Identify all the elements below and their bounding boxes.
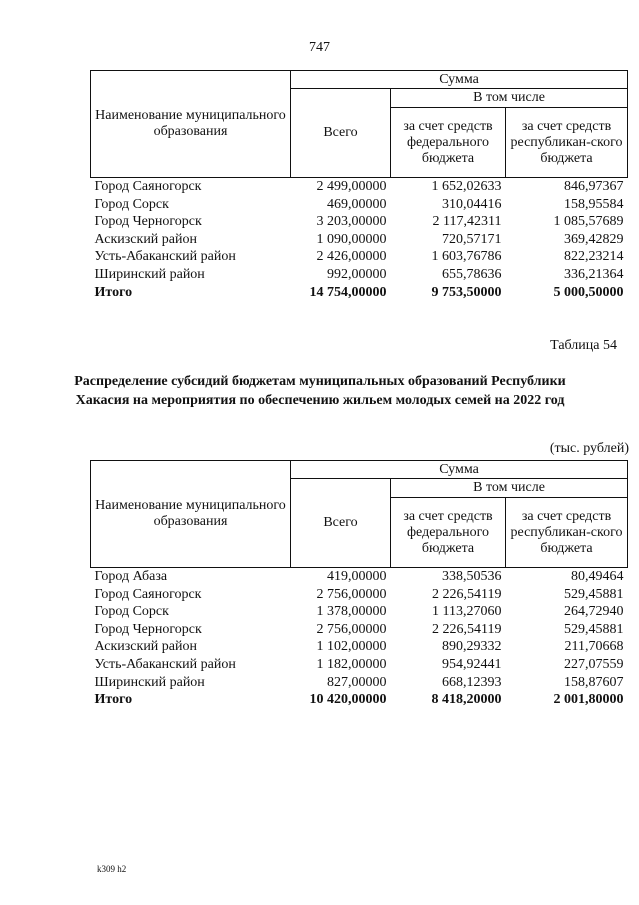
cell-name: Город Абаза [94, 569, 168, 584]
subsidy-table-1 [90, 70, 628, 301]
cell-total: 2 756,00000 [316, 586, 387, 602]
cell-republic: 80,49464 [571, 569, 624, 584]
page-number: 747 [309, 40, 330, 55]
header-sum: Сумма [291, 461, 628, 479]
cell-republic: 822,23214 [564, 249, 624, 265]
cell-total: 2 426,00000 [316, 249, 387, 265]
cell-name: Город Саяногорск [94, 586, 202, 602]
cell-federal: 954,92441 [442, 656, 502, 672]
subsidy-table-2 [90, 460, 628, 709]
cell-name: Ширинский район [94, 674, 205, 690]
cell-total: 469,00000 [327, 196, 387, 212]
table-row [91, 231, 628, 249]
cell-total: 14 754,00000 [309, 284, 387, 300]
cell-federal: 8 418,20000 [431, 692, 502, 708]
cell-republic: 227,07559 [564, 656, 624, 672]
cell-total: 827,00000 [327, 674, 387, 690]
cell-republic: 846,97367 [564, 179, 624, 194]
cell-name: Город Саяногорск [94, 179, 202, 194]
cell-total: 1 102,00000 [316, 639, 387, 655]
header-republic: за счет средств республикан-ского бюджета [506, 498, 628, 568]
table-row [91, 621, 628, 639]
cell-republic: 211,70668 [564, 639, 624, 655]
cell-name: Итого [94, 284, 133, 300]
cell-total: 419,00000 [327, 569, 387, 584]
table-row [91, 603, 628, 621]
header-including: В том числе [391, 479, 628, 498]
cell-total: 1 182,00000 [316, 656, 387, 672]
document-title: Распределение субсидий бюджетам муниципальных образований Республики Хакасия на мероприятия по обеспечению жильем молодых семей на 2022 год [74, 374, 566, 408]
table-row [91, 674, 628, 692]
cell-name: Аскизский район [94, 231, 197, 247]
footer-code: k309 h2 [97, 864, 127, 874]
cell-republic: 369,42829 [564, 231, 624, 247]
cell-federal: 1 652,02633 [431, 179, 502, 194]
table-row [91, 568, 628, 586]
cell-federal: 1 113,27060 [432, 604, 502, 620]
cell-federal: 310,04416 [442, 196, 502, 212]
cell-republic: 264,72940 [564, 604, 624, 620]
cell-name: Город Черногорск [94, 621, 202, 637]
cell-federal: 2 226,54119 [432, 621, 502, 637]
header-name: Наименование муниципального образования [91, 461, 291, 568]
header-total: Всего [291, 89, 391, 178]
cell-name: Усть-Абаканский район [94, 249, 236, 265]
table-row [91, 248, 628, 266]
table-row [91, 586, 628, 604]
cell-federal: 338,50536 [442, 569, 502, 584]
table-row [91, 638, 628, 656]
cell-federal: 9 753,50000 [431, 284, 502, 300]
cell-republic: 1 085,57689 [553, 214, 624, 230]
cell-total: 3 203,00000 [316, 214, 387, 230]
cell-name: Усть-Абаканский район [94, 656, 236, 672]
cell-total: 10 420,00000 [309, 692, 387, 708]
cell-total: 2 756,00000 [316, 621, 387, 637]
cell-total: 2 499,00000 [316, 179, 387, 194]
cell-name: Город Сорск [94, 196, 169, 212]
cell-name: Город Сорск [94, 604, 169, 620]
cell-name: Итого [94, 692, 133, 708]
header-name: Наименование муниципального образования [91, 71, 291, 178]
header-federal: за счет средств федерального бюджета [391, 108, 506, 178]
table-row [91, 196, 628, 214]
header-republic: за счет средств республикан-ского бюджета [506, 108, 628, 178]
cell-total: 992,00000 [327, 266, 387, 282]
cell-name: Город Черногорск [94, 214, 202, 230]
header-including: В том числе [391, 89, 628, 108]
table-row [91, 656, 628, 674]
table-row [91, 178, 628, 196]
cell-federal: 2 117,42311 [432, 214, 502, 230]
cell-federal: 890,29332 [442, 639, 502, 655]
total-row [91, 284, 628, 302]
cell-total: 1 378,00000 [316, 604, 387, 620]
cell-republic: 2 001,80000 [553, 692, 624, 708]
cell-federal: 720,57171 [442, 231, 502, 247]
cell-republic: 529,45881 [564, 621, 624, 637]
cell-name: Аскизский район [94, 639, 197, 655]
cell-total: 1 090,00000 [316, 231, 387, 247]
table-row [91, 213, 628, 231]
cell-republic: 158,95584 [564, 196, 624, 212]
cell-federal: 1 603,76786 [431, 249, 502, 265]
table-row [91, 266, 628, 284]
cell-federal: 2 226,54119 [432, 586, 502, 602]
header-federal: за счет средств федерального бюджета [391, 498, 506, 568]
units-label: (тыс. рублей) [549, 441, 629, 456]
cell-federal: 668,12393 [442, 674, 502, 690]
cell-republic: 529,45881 [564, 586, 624, 602]
total-row [91, 691, 628, 709]
table-label: Таблица 54 [550, 338, 617, 353]
header-sum: Сумма [291, 71, 628, 89]
cell-republic: 5 000,50000 [553, 284, 624, 300]
cell-name: Ширинский район [94, 266, 205, 282]
cell-federal: 655,78636 [442, 266, 502, 282]
header-total: Всего [291, 479, 391, 568]
cell-republic: 158,87607 [564, 674, 624, 690]
cell-republic: 336,21364 [564, 266, 624, 282]
